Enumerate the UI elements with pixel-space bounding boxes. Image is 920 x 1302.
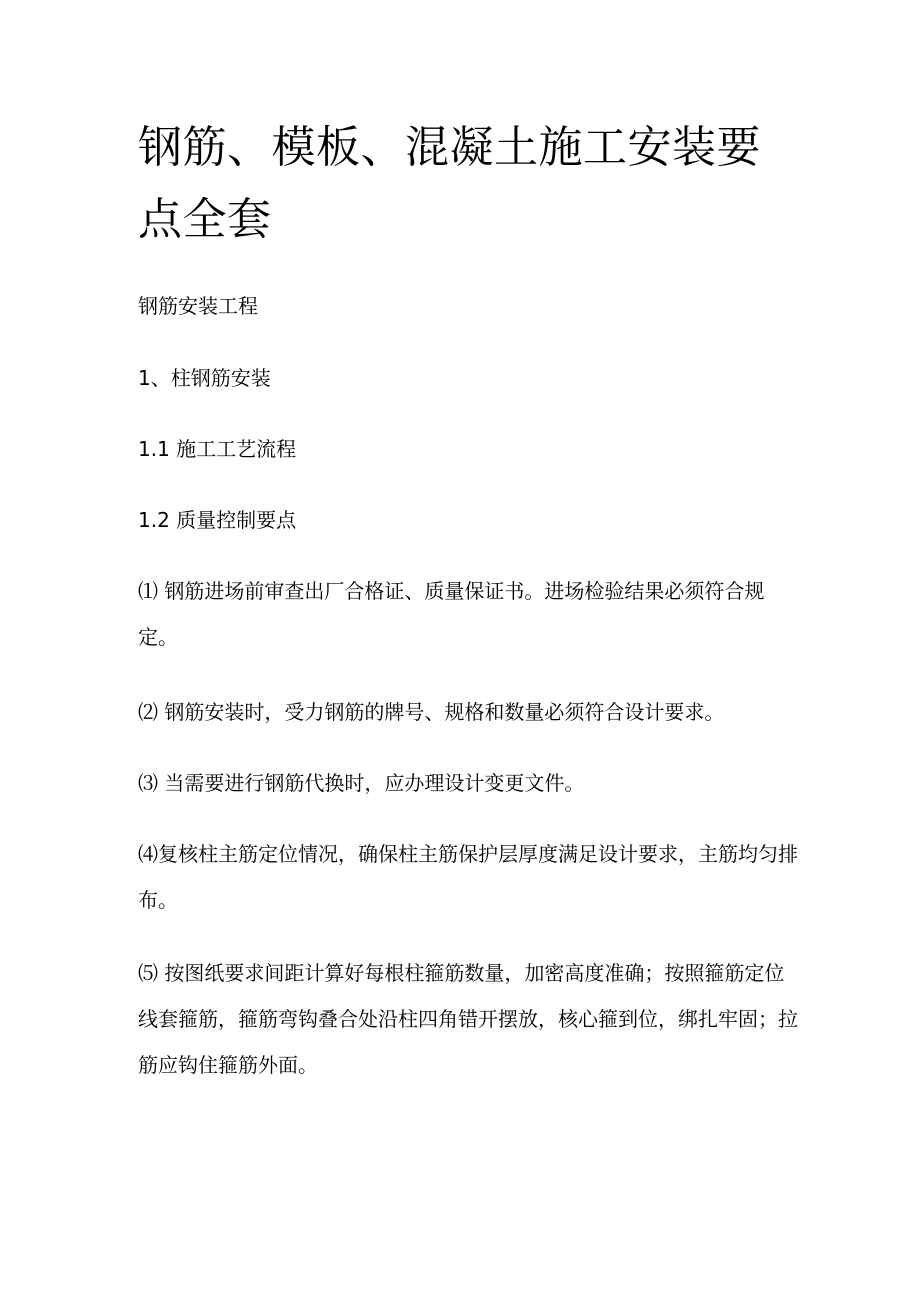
document-title: 钢筋、模板、混凝土施工安装要点全套 (138, 122, 761, 245)
section-heading: 钢筋安装工程 (138, 294, 258, 318)
quality-point: ⑶ 当需要进行钢筋代换时，应办理设计变更文件。 (138, 771, 585, 795)
subsection-heading: 1、柱钢筋安装 (138, 366, 271, 390)
quality-point: ⑷复核柱主筋定位情况，确保柱主筋保护层厚度满足设计要求，主筋均匀排布。 (138, 842, 798, 912)
quality-point: ⑵ 钢筋安装时，受力钢筋的牌号、规格和数量必须符合设计要求。 (138, 700, 725, 724)
quality-point: ⑸ 按图纸要求间距计算好每根柱箍筋数量，加密高度准确；按照箍筋定位线套箍筋，箍筋弯钩叠合处沿柱四角错开摆放，核心箍到位，绑扎牢固；拉筋应钩住箍筋外面。 (138, 961, 798, 1077)
subsection-heading: 1.2 质量控制要点 (138, 508, 297, 532)
subsection-heading: 1.1 施工工艺流程 (138, 437, 297, 461)
quality-point: ⑴ 钢筋进场前审查出厂合格证、质量保证书。进场检验结果必须符合规定。 (138, 579, 765, 649)
